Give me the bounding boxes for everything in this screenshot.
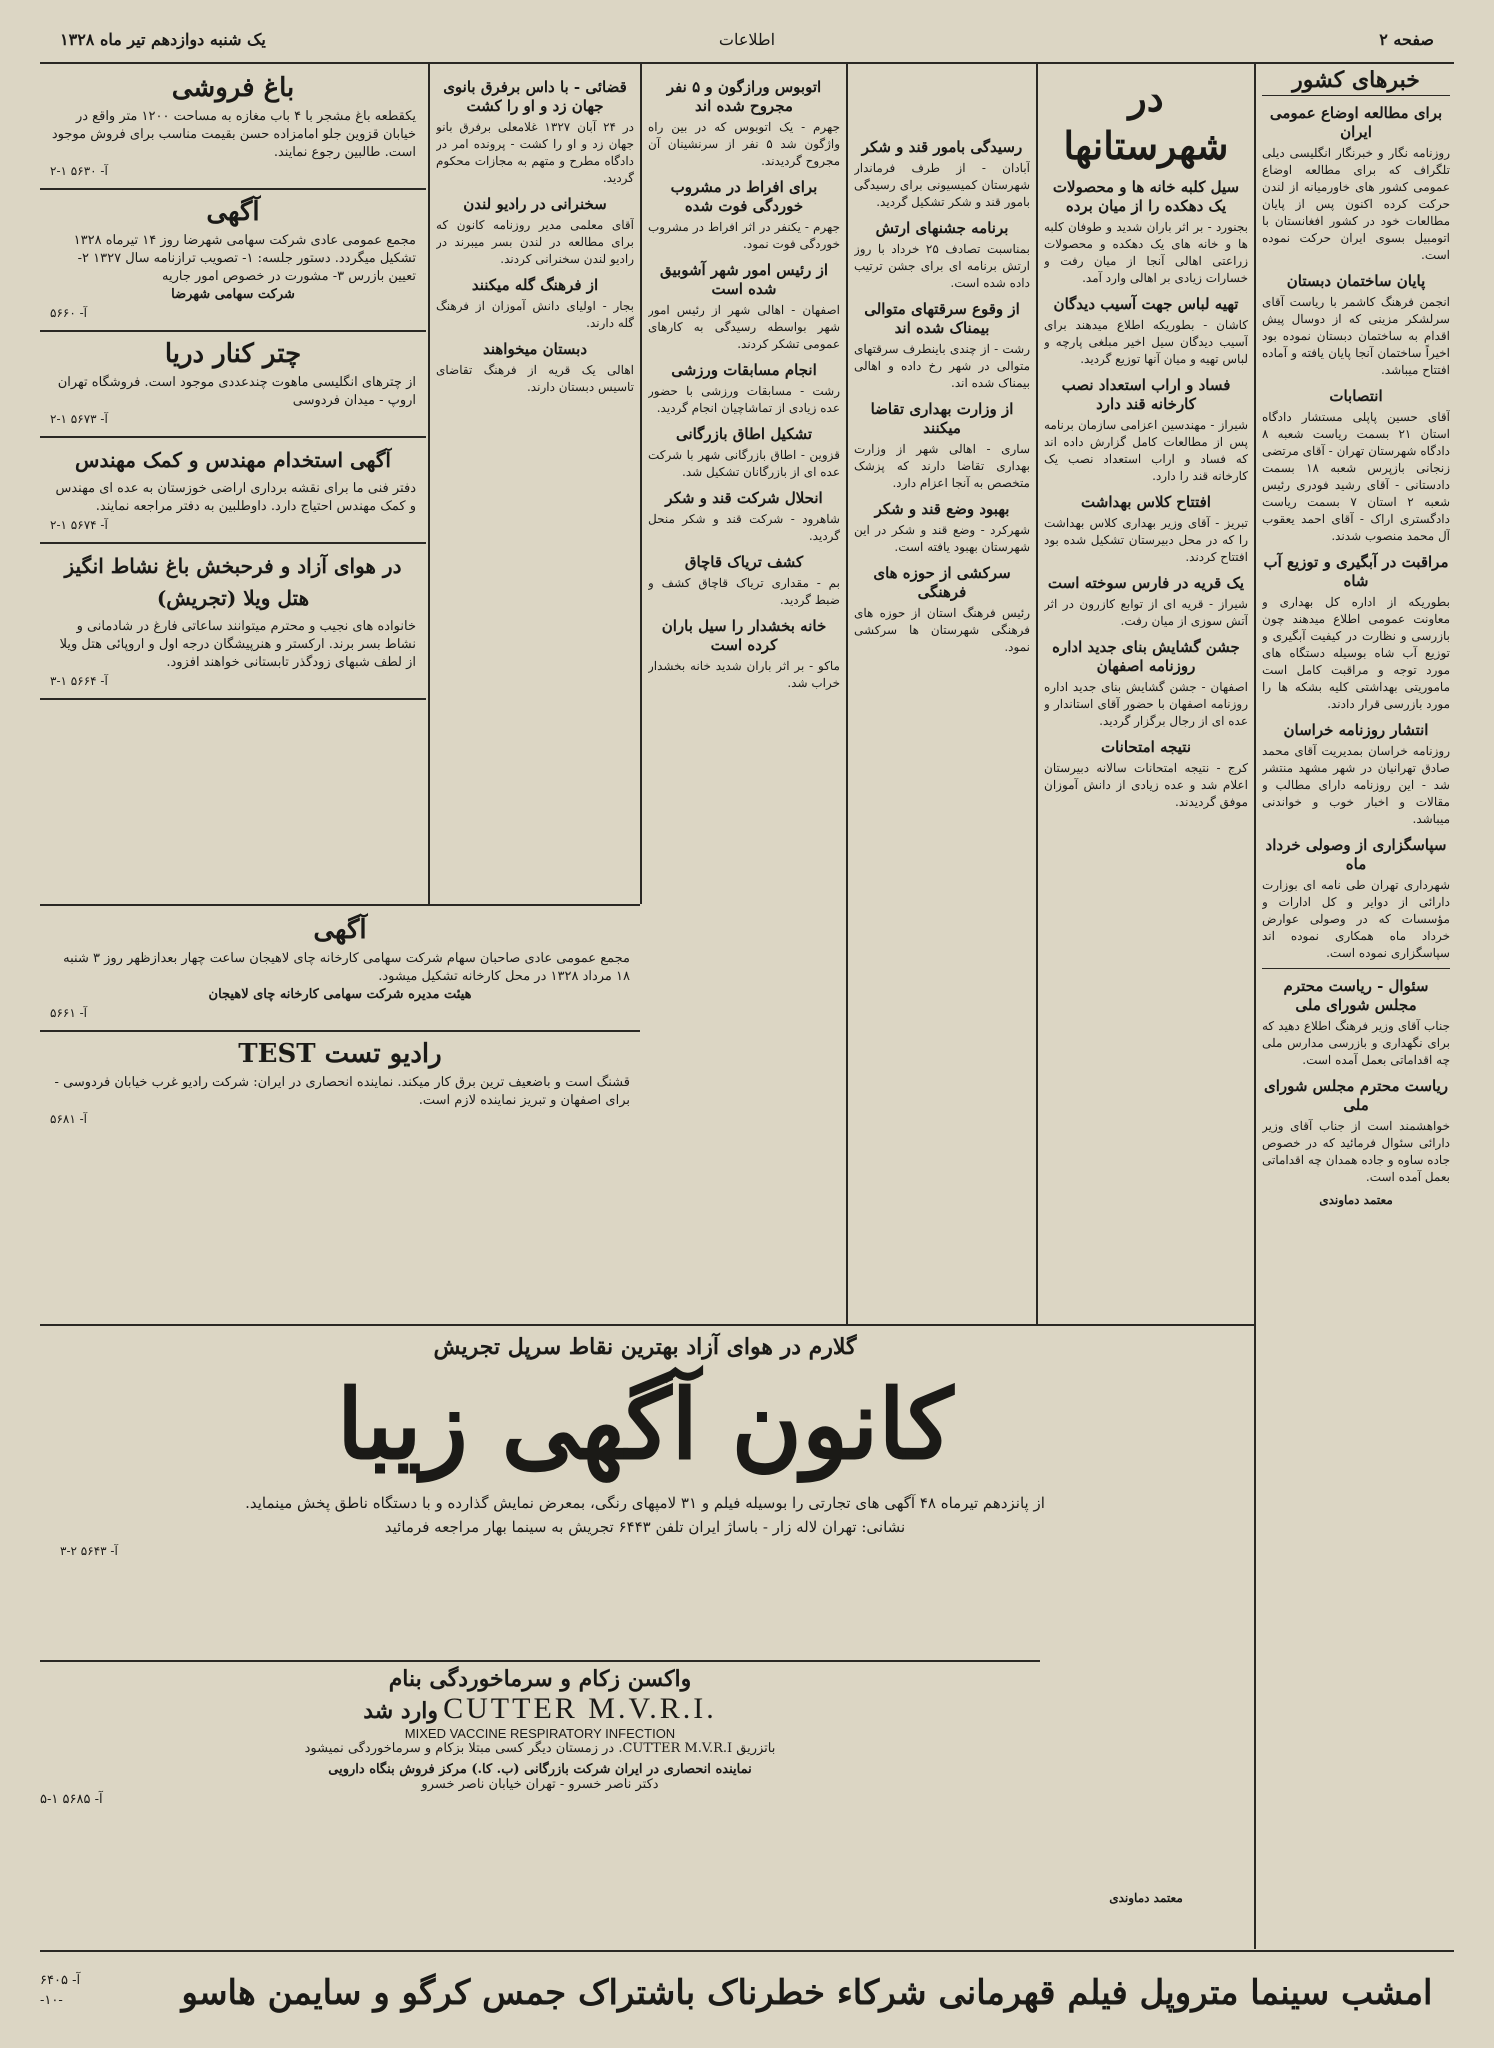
article-body: جناب آقای وزیر فرهنگ اطلاع دهید که برای نگهداری و بازرسی مدارس ملی چه اقداماتی بعمل آمده است. — [1262, 1019, 1450, 1067]
article-title: از فرهنگ گله میکنند — [471, 276, 599, 294]
kanoon-banner: گلارم در هوای آزاد بهترین نقاط سرپل تجریش — [433, 1334, 857, 1360]
ad-kanoon — [40, 1328, 1250, 1658]
cutter-agent: نماینده انحصاری در ایران شرکت بازرگانی (ب. کا.) مرکز فروش بنگاه دارویی — [328, 1762, 752, 1777]
ad-ref: آ- ۵۶۶۱ — [50, 1006, 87, 1020]
ad-body: خانواده های نجیب و محترم میتوانند ساعاتی فارغ در شادمانی و نشاط بسر برند. ارکستر و هنرپیشگان درجه اول و اروپائی هتل ویلا از لطف شبهای زودگذر تابستانی خواهند افزود. — [59, 619, 416, 670]
article-body: ساری - اهالی شهر از وزارت بهداری تقاضا دارند که پزشک متخصص به آنجا اعزام دارد. — [854, 442, 1030, 490]
article-body: بطوریکه از اداره کل بهداری و معاونت عمومی اطلاع میدهند چون بازرسی و نظارت در کیفیت آبگیری و توزیع آب شاه بوسیله دستگاه های مورد توجه و مراقبت کامل است ماموریتی بهداشتی کلیه بشکه ها را مورد بازرسی قرار دادند. — [1262, 595, 1450, 711]
article-body: اهالی یک قریه از فرهنگ تقاضای تاسیس دبستان دارند. — [436, 363, 634, 394]
article-title: بهبود وضع قند و شکر — [874, 500, 1010, 518]
cutter-desc: باتزریق CUTTER M.V.R.I. در زمستان دیگر کسی مبتلا بزکام و سرماخوردگی نمیشود — [304, 1741, 776, 1756]
kanoon-ref: آ- ۵۶۴۳ ۲-۳ — [60, 1544, 118, 1558]
ad-engineer-hiring — [40, 438, 426, 544]
cutter-address: دکتر ناصر خسرو - تهران خیابان ناصر خسرو — [421, 1777, 659, 1792]
article-body: شهرداری تهران طی نامه ای بوزارت دارائی از دوایر و کل ادارات و مؤسسات که در وصولی عوارض خرداد ماه همکاری نموده اند سپاسگزاری نموده است. — [1262, 878, 1450, 960]
article-title: انتشار روزنامه خراسان — [1283, 721, 1429, 739]
ads-bottom-rule — [40, 904, 640, 906]
provinces-title: در شهرستانها — [1063, 75, 1229, 168]
article-body: رشت - از چندی باینطرف سرقتهای متوالی در شهر رخ داده و اهالی بیمناک شده اند. — [854, 342, 1030, 390]
column-provinces-c — [648, 70, 840, 1320]
ad-title: آگهی — [206, 197, 260, 227]
ad-hotel-villa — [40, 544, 426, 700]
ad-ref: آ- ۵۶۷۴ ۱-۲ — [50, 518, 108, 532]
column-provinces-a — [1044, 70, 1248, 1320]
col1-title: خبرهای کشور — [1292, 70, 1420, 93]
article-title: سئوال - ریاست محترم مجلس شورای ملی — [1283, 977, 1429, 1014]
article-body: اصفهان - اهالی شهر از رئیس امور شهر بواسطه رسیدگی به کارهای عمومی تشکر کردند. — [648, 303, 840, 351]
ad-body: یکقطعه باغ مشجر با ۴ باب مغازه به مساحت ۱۲۰۰ متر واقع در خیابان قزوین جلو امامزاده حسن بقیمت مناسب برای فروش موجود است. طالبین رجوع نمایند. — [51, 109, 416, 160]
article-body: شیراز - مهندسین اعزامی سازمان برنامه پس از مطالعات کامل گزارش داده اند که فساد و اراب استعداد نصب یک کارخانه قند را دارد. — [1044, 418, 1248, 483]
article-body: آقای حسین پاپلی مستشار دادگاه استان ۲۱ بسمت ریاست شعبه ۸ دادگاه شهرستان تهران - آقای مرتضی زنجانی بازپرس شعبه ۱۸ بسمت دادستانی - آقای رشید فودری رئیس شعبه ۲ استان ۷ بسمت ریاست دادگستری اراک - آقای احمد یعقوب آل محمد منصوب شدند. — [1262, 410, 1450, 543]
article-title: رسیدگی بامور قند و شکر — [861, 138, 1023, 156]
article-body: خواهشمند است از جناب آقای وزیر دارائی سئوال فرمائید که در خصوص جاده ساوه و جاده همدان چه اقداماتی بعمل آمده است. — [1262, 1119, 1450, 1184]
kanoon-logo: کانون آگهی زیبا — [336, 1368, 954, 1481]
ad-shahreza-notice — [40, 190, 426, 332]
cutter-brand: CUTTER M.V.R.I. — [443, 1692, 717, 1725]
article-title: از وزارت بهداری تقاضا میکنند — [870, 400, 1014, 437]
article-title: کشف تریاک قاچاق — [684, 553, 804, 571]
ad-body: مجمع عمومی عادی شرکت سهامی شهرضا روز ۱۴ تیرماه ۱۳۲۸ تشکیل میگردد. دستور جلسه: ۱- تصویب ترازنامه سال ۱۳۲۷ ۲- تعیین بازرس ۳- مشورت در خصوص امور جاریه — [73, 233, 416, 284]
ad-lahijan-tea — [40, 908, 640, 1032]
signature: معتمد دماوندی — [1109, 1891, 1183, 1905]
ad-ref: آ- ۵۶۶۰ — [50, 306, 87, 320]
article-title: انتصابات — [1329, 387, 1383, 405]
ad-garden-sale — [40, 66, 426, 190]
article-title: سیل کلبه خانه ها و محصولات یک دهکده را از میان برده — [1052, 178, 1240, 215]
article-title: خانه بخشدار را سیل باران کرده است — [661, 617, 827, 654]
page-header — [60, 30, 1434, 58]
col-sep-1 — [1254, 64, 1256, 1949]
article-title: انجام مسابقات ورزشی — [671, 361, 817, 379]
article-title: اتوبوس ورازگون و ۵ نفر مجروح شده اند — [666, 78, 822, 115]
article-title: سپاسگزاری از وصولی خرداد ماه — [1265, 836, 1447, 873]
article-body: بجار - اولیای دانش آموزان از فرهنگ گله دارند. — [436, 299, 634, 330]
col-sep-4 — [640, 64, 642, 904]
article-title: تهیه لباس جهت آسیب دیدگان — [1053, 295, 1239, 313]
article-body: جهرم - یک اتوبوس که در بین راه واژگون شد ۵ نفر از سرنشینان آن مجروح گردیدند. — [648, 120, 840, 168]
article-body: در ۲۴ آبان ۱۳۲۷ غلامعلی برفرق بانو جهان زد و او را کشت - پرونده امر در دادگاه مطرح و متهم به مجازات محکوم گردید. — [436, 120, 634, 185]
cutter-ref: آ- ۵۶۸۵ ۱-۵ — [40, 1792, 103, 1807]
paper-name: اطلاعات — [718, 30, 776, 49]
ad-title: باغ فروشی — [171, 73, 295, 103]
article-title: قضائی - با داس برفرق بانوی جهان زد و او را کشت — [443, 78, 627, 115]
signature: معتمد دماوندی — [1319, 1193, 1393, 1207]
ad-title: چتر کنار دریا — [164, 339, 302, 369]
article-body: کرج - نتیجه امتحانات سالانه دبیرستان اعلام شد و عده زیادی از دانش آموزان موفق گردیدند. — [1044, 761, 1248, 809]
article-title: برنامه جشنهای ارتش — [875, 219, 1009, 237]
article-body: رئیس فرهنگ استان از حوزه های فرهنگی شهرستان ها سرکشی نمود. — [854, 606, 1030, 654]
ad-title: آگهی — [313, 915, 367, 945]
column-country-news — [1262, 70, 1450, 1945]
article-title: ریاست محترم مجلس شورای ملی — [1263, 1077, 1449, 1114]
article-title: یک قریه در فارس سوخته است — [1047, 574, 1245, 592]
cutter-english: MIXED VACCINE RESPIRATORY INFECTION — [404, 1726, 676, 1741]
cutter-arrived: وارد شد — [363, 1698, 439, 1724]
ads-column — [40, 66, 426, 902]
ads-lower — [40, 908, 640, 1322]
article-title: از وقوع سرقتهای متوالی بیمناک شده اند — [864, 300, 1020, 337]
article-title: نتیجه امتحانات — [1100, 738, 1192, 756]
article-body: اصفهان - جشن گشایش بنای جدید اداره روزنامه اصفهان با حضور آقای استاندار و عده ای از رجال برگزار گردید. — [1044, 680, 1248, 728]
article-body: رشت - مسابقات ورزشی با حضور عده زیادی از تماشاچیان انجام گردید. — [648, 384, 840, 415]
article-title: دبستان میخواهند — [482, 340, 588, 358]
col-sep-3 — [846, 64, 848, 1324]
ad-ref: آ- ۵۶۳۰ ۱-۲ — [50, 164, 108, 178]
article-body: شاهرود - شرکت قند و شکر منحل گردید. — [648, 512, 840, 543]
article-title: از رئیس امور شهر آشوبیق شده است — [659, 261, 829, 298]
ad-signature: شرکت سهامی شهرضا — [171, 287, 295, 302]
article-body: آقای معلمی مدیر روزنامه کانون که برای مطالعه در لندن بسر میبرند در رادیو لندن سخنرانی کردند. — [436, 218, 634, 266]
cutter-title: واکسن زکام و سرماخوردگی بنام — [388, 1666, 692, 1692]
article-body: انجمن فرهنگ کاشمر با ریاست آقای سرلشکر مزینی که از دوسال پیش اقدام به ساختمان دبستان نموده بود اخیراً ساختمان آنجا پایان یافته و آماده افتتاح میباشد. — [1262, 295, 1450, 377]
article-title: تشکیل اطاق بازرگانی — [675, 425, 813, 443]
ad-ref: آ- ۵۶۸۱ — [50, 1112, 87, 1126]
footer-ref — [40, 1971, 80, 2011]
ad-body: دفتر فنی ما برای نقشه برداری اراضی خوزستان به عده ای مهندس و کمک مهندس احتیاج دارد. داوطلبین به دفتر مراجعه نمایند. — [55, 481, 416, 514]
article-title: سرکشی از حوزه های فرهنگی — [873, 564, 1011, 601]
kanoon-line2: نشانی: تهران لاله زار - باساژ ایران تلفن ۶۴۴۳ تجریش به سینما بهار مراجعه فرمائید — [384, 1518, 906, 1536]
ad-beach-umbrella — [40, 332, 426, 438]
footer-cinema-ad — [40, 1965, 1454, 2025]
ad-title: رادیو تست TEST — [238, 1039, 442, 1069]
kanoon-rule — [40, 1660, 1040, 1662]
ad-radio-test — [40, 1032, 640, 1136]
ad-cutter-vaccine — [40, 1666, 1040, 1807]
article-body: بم - مقداری تریاک قاچاق کشف و ضبط گردید. — [648, 576, 840, 607]
ad-ref: آ- ۵۶۷۳ ۱-۲ — [50, 412, 108, 426]
article-body: شهرکرد - وضع قند و شکر در این شهرستان بهبود یافته است. — [854, 523, 1030, 554]
issue-date: یک شنبه دوازدهم تیر ماه ۱۳۲۸ — [60, 30, 266, 49]
article-title: انحلال شرکت قند و شکر — [665, 489, 823, 507]
column-provinces-b — [854, 130, 1030, 1320]
article-body: بمناسبت تصادف ۲۵ خرداد با روز ارتش برنامه ای برای جشن ترتیب داده شده است. — [854, 242, 1030, 290]
ad-body: قشنگ است و باضعیف ترین برق کار میکند. نماینده انحصاری در ایران: شرکت رادیو غرب خیابان فردوسی - برای اصفهان و تبریز نماینده لازم است. — [54, 1075, 630, 1108]
footer-text: امشب سینما متروپل فیلم قهرمانی شرکاء خطرناک باشتراک جمس کرگو و سایمن هاسو — [181, 1973, 1433, 2013]
article-title: افتتاح کلاس بهداشت — [1081, 493, 1211, 511]
footer-ref2: -۱۰- — [40, 1993, 63, 2008]
article-body: تبریز - آقای وزیر بهداری کلاس بهداشت را که در محل دبیرستان تشکیل شده بود افتتاح کردند. — [1044, 516, 1248, 564]
article-body: قزوین - اطاق بازرگانی شهر با شرکت عده ای از بازرگانان تشکیل شد. — [648, 448, 840, 479]
ad-signature: هیئت مدیره شرکت سهامی کارخانه چای لاهیجان — [208, 987, 472, 1002]
article-title: فساد و اراب استعداد نصب کارخانه قند دارد — [1061, 376, 1231, 413]
page-number: صفحه ۲ — [1379, 30, 1434, 49]
ad-body: از چترهای انگلیسی ماهوت چندعددی موجود است. فروشگاه تهران اروپ - میدان فردوسی — [57, 375, 416, 408]
article-body: جهرم - یکنفر در اثر افراط در مشروب خوردگی فوت نمود. — [648, 220, 840, 251]
column-judicial — [436, 70, 634, 900]
article-body: بجنورد - بر اثر باران شدید و طوفان کلبه ها و خانه های یک دهکده و محصولات زراعتی اهالی آنجا از میان رفت و خسارات زیادی بر اهالی وارد آمد. — [1044, 220, 1248, 285]
article-body: شیراز - قریه ای از توابع کازرون در اثر آتش سوزی از میان رفت. — [1044, 597, 1248, 628]
ad-title: در هوای آزاد و فرحبخش باغ نشاط انگیز هتل ویلا (تجریش) — [64, 554, 402, 610]
ad-title: آگهی استخدام مهندس و کمک مهندس — [75, 448, 391, 472]
article-body: روزنامه خراسان بمدیریت آقای محمد صادق تهرانیان در شهر مشهد منتشر شد - این روزنامه دارای مطالب و مقالات و اخبار خوب و خواندنی میباشد. — [1262, 744, 1450, 826]
article-body: کاشان - بطوریکه اطلاع میدهند برای آسیب دیدگان سیل اخیر مبلغی پارچه و لباس تهیه و میان آنها توزیع گردید. — [1044, 318, 1248, 366]
footer-ref1: آ- ۶۴۰۵ — [40, 1973, 81, 1988]
mid-rule — [40, 1324, 1254, 1326]
article-body: روزنامه نگار و خبرنگار انگلیسی دیلی تلگراف که برای مطالعه اوضاع عمومی کشور های خاورمیانه از لندن حرکت کرده اکنون پس از پایان مطالعات خود در کشور افغانستان با اتومبیل بسوی ایران حرکت نموده است. — [1262, 146, 1450, 262]
article-title: سخنرانی در رادیو لندن — [463, 195, 607, 213]
article-title: جشن گشایش بنای جدید اداره روزنامه اصفهان — [1052, 638, 1240, 675]
article-title: پایان ساختمان دبستان — [1286, 272, 1426, 290]
ad-body: مجمع عمومی عادی صاحبان سهام شرکت سهامی کارخانه چای لاهیجان ساعت چهار بعدازظهر روز ۳ شنبه ۱۸ مرداد ۱۳۲۸ در محل کارخانه تشکیل میشود. — [63, 951, 630, 984]
kanoon-line1: از پانزدهم تیرماه ۴۸ آگهی های تجارتی را بوسیله فیلم و ۳۱ لامپهای رنگی، بمعرض نمایش گذارده و با دستگاه ناطق پخش مینماید. — [245, 1494, 1045, 1512]
article-body: ماکو - بر اثر باران شدید خانه بخشدار خراب شد. — [648, 659, 840, 690]
article-title: مراقبت در آبگیری و توزیع آب شاه — [1263, 553, 1449, 590]
col-sep-2 — [1036, 64, 1038, 1324]
article-title: برای افراط در مشروب خوردگی فوت شده — [670, 178, 818, 215]
article-title: برای مطالعه اوضاع عمومی ایران — [1269, 104, 1443, 141]
footer-rule — [40, 1950, 1454, 1952]
header-rule — [40, 62, 1454, 64]
col-sep-5 — [428, 64, 430, 904]
ad-ref: آ- ۵۶۶۴ ۱-۳ — [50, 674, 108, 688]
article-body: آبادان - از طرف فرماندار شهرستان کمیسیونی برای رسیدگی بامور قند و شکر تشکیل گردید. — [854, 161, 1030, 209]
